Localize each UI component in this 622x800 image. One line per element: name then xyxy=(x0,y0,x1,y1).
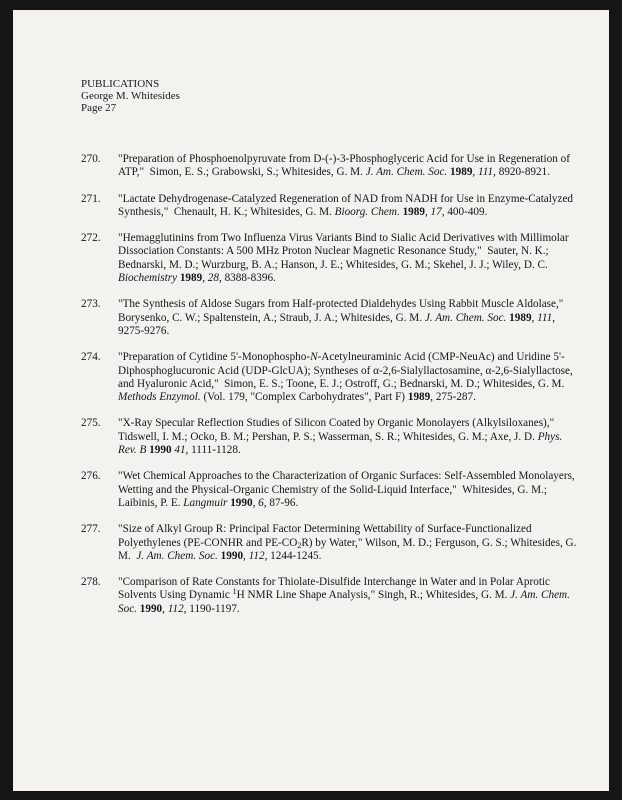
reference-number: 274. xyxy=(81,351,101,364)
reference-authors: Tidswell, I. M.; Ocko, B. M.; Pershan, P. S.; Wasserman, S. R.; Whitesides, G. M.; Axe, J. D. xyxy=(118,430,535,443)
reference-authors: Chenault, H. K.; Whitesides, G. M. xyxy=(173,205,332,218)
reference-title: "The Synthesis of Aldose Sugars from Half-protected Dialdehydes Using Rabbit Muscle Aldolase," xyxy=(118,298,564,311)
reference-journal: Biochemistry xyxy=(118,272,178,285)
reference-authors: Sauter, N. K.; Bednarski, M. D.; Wurzburg, B. A.; Hanson, J. E.; Whitesides, G. M.; Skehel, J. J.; Wiley, D. C. xyxy=(118,245,549,271)
reference-title: "Preparation of Phosphoenolpyruvate from D-(-)-3-Phosphoglyceric Acid for Use in Regeneration of ATP," xyxy=(118,153,570,179)
reference-title: "Wet Chemical Approaches to the Characterization of Organic Surfaces: Self-Assembled Monolayers, Wetting and the Physical-Organic Chemistry of the Solid-Liquid Interface," xyxy=(118,470,575,496)
reference-authors: Wilson, M. D.; Ferguson, G. S.; Whitesides, G. M. xyxy=(118,536,577,562)
reference-pages: 8920-8921. xyxy=(498,166,550,179)
page-header xyxy=(81,78,180,114)
reference-title-superscript: 1 xyxy=(232,587,237,597)
reference-item-278: 278. "Comparison of Rate Constants for Thiolate-Disulfide Interchange in Water and in Polar Aprotic Solvents Using Dynamic $^1$H NMR Line Shape Analysis," Singh, R.; Whitesides, G. M. J. Am. Chem. Soc. 1990, 112, 1190-1197. xyxy=(81,576,570,615)
reference-pages: 87-96. xyxy=(269,496,299,509)
reference-number: 276. xyxy=(81,470,101,483)
reference-pages: 9275-9276. xyxy=(118,324,170,337)
reference-title: "Hemagglutinins from Two Influenza Virus Variants Bind to Sialic Acid Derivatives with Millimolar Dissociation Constants: A 500 MHz Proton Nuclear Magnetic Resonance Study," xyxy=(118,232,569,258)
reference-year: 1989 xyxy=(179,272,203,285)
reference-volume: 41, xyxy=(174,444,189,457)
reference-title-italic: N xyxy=(310,351,318,364)
reference-pages: 1190-1197. xyxy=(189,602,240,615)
reference-volume: 17 xyxy=(430,205,442,218)
reference-volume: 112, xyxy=(248,549,268,562)
reference-journal: Bioorg. Chem. xyxy=(334,205,400,218)
reference-pages: 275-287. xyxy=(435,391,476,404)
reference-item-273: 273. "The Synthesis of Aldose Sugars from Half-protected Dialdehydes Using Rabbit Muscle Aldolase," Borysenko, C. W.; Spaltenstein, A.; Straub, J. A.; Whitesides, G. M. J. Am. Chem. Soc. 1989, 111, 9275-9276. xyxy=(81,298,564,337)
reference-year: 1989 xyxy=(509,311,532,324)
reference-item-271: 271. "Lactate Dehydrogenase-Catalyzed Regeneration of NAD from NADH for Use in Enzyme-Catalyzed Synthesis," Chenault, H. K.; Whitesides, G. M. Bioorg. Chem. 1989, 17, 400-409. xyxy=(81,192,574,218)
reference-authors: Simon, E. S.; Toone, E. J.; Ostroff, G.; Bednarski, M. D.; Whitesides, G. M. xyxy=(224,377,565,390)
header-author: George M. Whitesides xyxy=(81,90,180,102)
reference-year: 1989 xyxy=(402,205,425,218)
reference-title-part: H NMR Line Shape Analysis," xyxy=(236,589,376,602)
reference-journal: J. Am. Chem. Soc. xyxy=(118,589,570,615)
reference-authors: Singh, R.; Whitesides, G. M. xyxy=(377,589,508,602)
reference-authors: Whitesides, G. M.; Laibinis, P. E. xyxy=(118,483,547,509)
reference-item-275 xyxy=(81,417,581,457)
reference-pages: 8388-8396. xyxy=(224,272,276,285)
reference-year: 1990 xyxy=(220,549,244,562)
reference-number: 273. xyxy=(81,298,101,311)
header-page-number: Page 27 xyxy=(81,102,117,114)
reference-title: "X-Ray Specular Reflection Studies of Silicon Coated by Organic Monolayers (Alkylsiloxanes)," xyxy=(118,417,555,430)
reference-year: 1990 xyxy=(139,602,163,615)
reference-number: 277. xyxy=(81,523,101,536)
reference-authors: Simon, E. S.; Grabowski, S.; Whitesides, G. M. xyxy=(149,166,363,179)
reference-title-part: "Comparison of Rate Constants for Thiolate-Disulfide Interchange in Water and in Polar Aprotic Solvents Using Dynamic xyxy=(118,576,551,602)
reference-number: 271. xyxy=(81,192,101,205)
reference-title-part: "Preparation of Cytidine 5'-Monophospho- xyxy=(118,351,311,364)
reference-journal: Methods Enzymol. xyxy=(118,391,201,404)
reference-authors: Borysenko, C. W.; Spaltenstein, A.; Straub, J. A.; Whitesides, G. M. xyxy=(118,311,423,324)
reference-title-part: R) by Water," xyxy=(301,536,363,549)
reference-journal: Phys. Rev. B xyxy=(118,430,563,457)
reference-volume: 6, xyxy=(258,496,267,509)
reference-number: 278. xyxy=(81,576,101,589)
reference-pages: 1111-1128. xyxy=(191,444,241,457)
reference-volume: 111 xyxy=(478,166,494,179)
reference-volume: 112, xyxy=(167,602,187,615)
reference-item-272: 272. "Hemagglutinins from Two Influenza Virus Variants Bind to Sialic Acid Derivatives with Millimolar Dissociation Constants: A 500 MHz Proton Nuclear Magnetic Resonance Study," Sauter, N. K.; Bednarski, M. D.; Wurzburg, B. A.; Hanson, J. E.; Whitesides, G. M.; Skehel, J. J.; Wiley, D. C. Biochemistry 1989, 28, 8388-8396. xyxy=(81,232,569,285)
reference-pages: 1244-1245. xyxy=(270,549,322,562)
reference-item-274: 274. "Preparation of Cytidine 5'-Monophospho-N-Acetylneuraminic Acid (CMP-NeuAc) and Uridine 5'-Diphosphoglucuronic Acid (UDP-GlcUA); Syntheses of α-2,6-Sialyllactosamine, α-2,6-Sialyllactose, and Hyaluronic Acid," Simon, E. S.; Toone, E. J.; Ostroff, G.; Bednarski, M. D.; Whitesides, G. M. Methods Enzymol. (Vol. 179, "Complex Carbohydrates", Part F) 1989, 275-287. xyxy=(81,351,573,404)
reference-pages: 400-409. xyxy=(447,205,488,218)
reference-journal: Langmuir xyxy=(183,496,228,509)
reference-list xyxy=(81,153,581,629)
reference-number: 275. xyxy=(81,417,101,430)
reference-number: 270. xyxy=(81,153,101,165)
reference-year: 1989 xyxy=(450,166,473,179)
reference-extra: (Vol. 179, "Complex Carbohydrates", Part F) xyxy=(203,391,406,404)
reference-item-277: 277. "Size of Alkyl Group R: Principal Factor Determining Wettability of Surface-Functionalized Polyethylenes (PE-CONHR and $PE-CO_2R$) by Water," Wilson, M. D.; Ferguson, G. S.; Whitesides, G. M. J. Am. Chem. Soc. 1990, 112, 1244-1245. xyxy=(81,523,577,562)
reference-number: 272. xyxy=(81,232,101,245)
reference-item-270: 270. "Preparation of Phosphoenolpyruvate from D-(-)-3-Phosphoglyceric Acid for Use in Regeneration of ATP," Simon, E. S.; Grabowski, S.; Whitesides, G. M. J. Am. Chem. Soc. 1989, 111, 8920-8921. xyxy=(81,153,570,179)
header-title: PUBLICATIONS xyxy=(81,78,160,90)
reference-volume: 28 xyxy=(207,272,219,285)
reference-year: 1989 xyxy=(407,391,431,404)
reference-title-part: "Size of Alkyl Group R: Principal Factor Determining Wettability of Surface-Functionalized Polyethylenes (PE-CONHR and PE-CO xyxy=(118,523,532,549)
document-page xyxy=(13,10,609,791)
reference-title-subscript: 2 xyxy=(297,540,302,550)
reference-title-part: -Acetylneuraminic Acid (CMP-NeuAc) and Uridine 5'-Diphosphoglucuronic Acid (UDP-GlcUA); Syntheses of α-2,6-Sialyllactosamine, α-2,6-Sialyllactose, and Hyaluronic Acid," xyxy=(118,351,573,390)
reference-volume: 111 xyxy=(537,311,553,324)
reference-title: "Lactate Dehydrogenase-Catalyzed Regeneration of NAD from NADH for Use in Enzyme-Catalyzed Synthesis," xyxy=(118,192,574,218)
reference-item-276: 276. "Wet Chemical Approaches to the Characterization of Organic Surfaces: Self-Assembled Monolayers, Wetting and the Physical-Organic Chemistry of the Solid-Liquid Interface," Whitesides, G. M.; Laibinis, P. E. Langmuir 1990, 6, 87-96. xyxy=(81,470,575,509)
reference-year: 1990 xyxy=(149,444,172,457)
reference-year: 1990 xyxy=(230,496,253,509)
reference-journal: J. Am. Chem. Soc. xyxy=(136,549,218,562)
reference-journal: J. Am. Chem. Soc. xyxy=(424,311,507,324)
reference-journal: J. Am. Chem. Soc. xyxy=(365,166,448,179)
